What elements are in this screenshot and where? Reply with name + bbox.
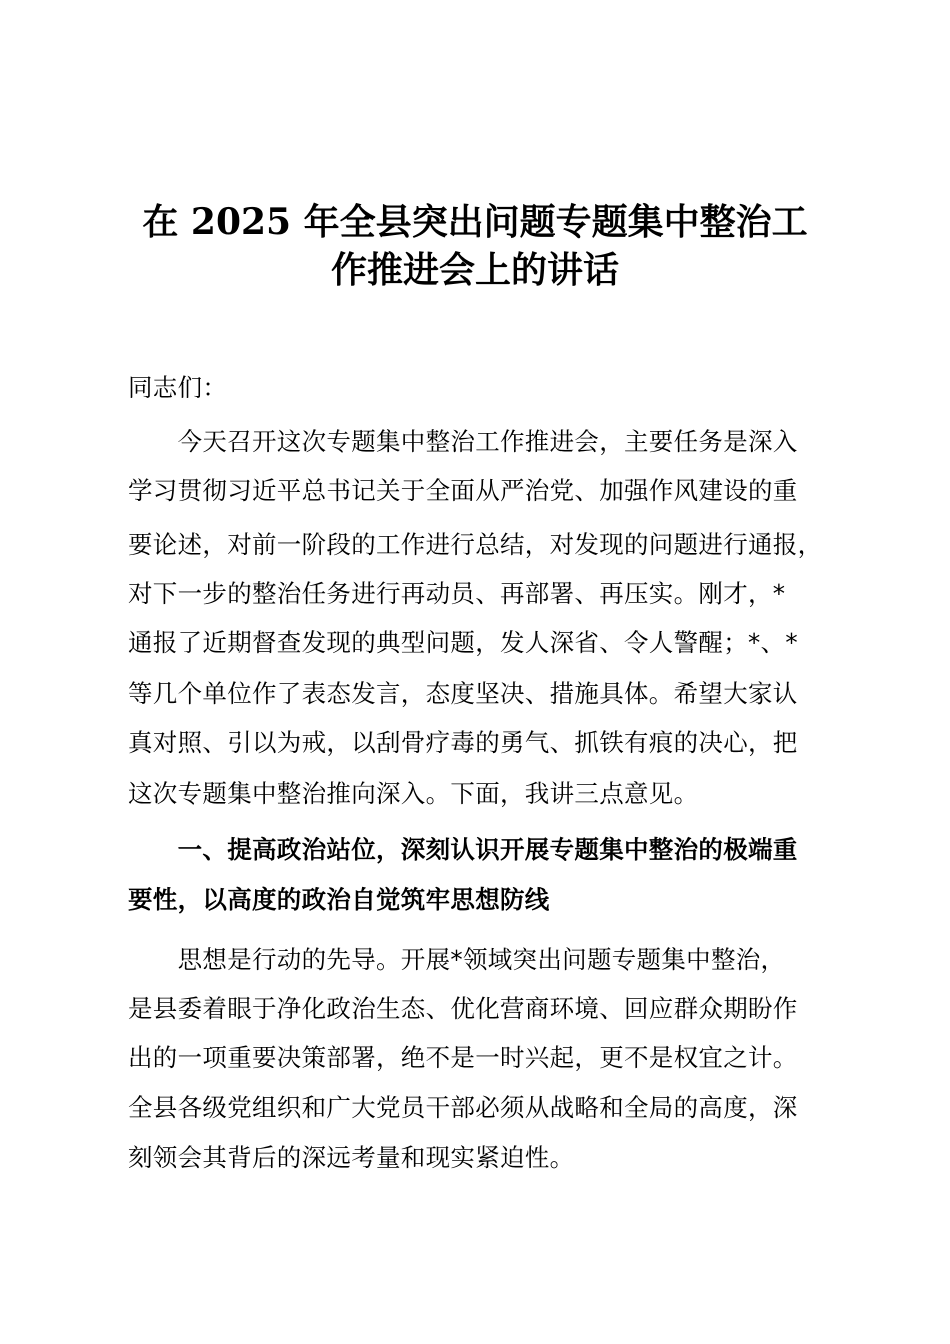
- text-line: 今天召开这次专题集中整治工作推进会，主要任务是深入: [128, 427, 798, 456]
- text-line: 思想是行动的先导。开展*领域突出问题专题集中整治，: [128, 945, 786, 974]
- text-line: 要论述，对前一阶段的工作进行总结，对发现的问题进行通报，: [128, 530, 823, 559]
- text-line: 刻领会其背后的深远考量和现实紧迫性。: [128, 1143, 575, 1172]
- text-line: 全县各级党组织和广大党员干部必须从战略和全局的高度，深: [128, 1093, 798, 1122]
- heading-line: 要性，以高度的政治自觉筑牢思想防线: [128, 885, 550, 914]
- text-line: 学习贯彻习近平总书记关于全面从严治党、加强作风建设的重: [128, 476, 798, 505]
- title-line-2: 作推进会上的讲话: [330, 249, 619, 291]
- text-line: 通报了近期督查发现的典型问题，发人深省、令人警醒；*、*: [128, 628, 798, 657]
- text-line: 等几个单位作了表态发言，态度坚决、措施具体。希望大家认: [128, 679, 798, 708]
- text-line: 这次专题集中整治推向深入。下面，我讲三点意见。: [128, 779, 699, 808]
- salutation: 同志们：: [128, 373, 228, 402]
- text-line: 真对照、引以为戒，以刮骨疗毒的勇气、抓铁有痕的决心，把: [128, 728, 798, 757]
- heading-line: 一、提高政治站位，深刻认识开展专题集中整治的极端重: [128, 835, 798, 864]
- text-line: 是县委着眼于净化政治生态、优化营商环境、回应群众期盼作: [128, 994, 798, 1023]
- text-line: 对下一步的整治任务进行再动员、再部署、再压实。刚才，*: [128, 579, 786, 608]
- title-line-1: 在 2025 年全县突出问题专题集中整治工: [142, 201, 808, 243]
- text-line: 出的一项重要决策部署，绝不是一时兴起，更不是权宜之计。: [128, 1043, 798, 1072]
